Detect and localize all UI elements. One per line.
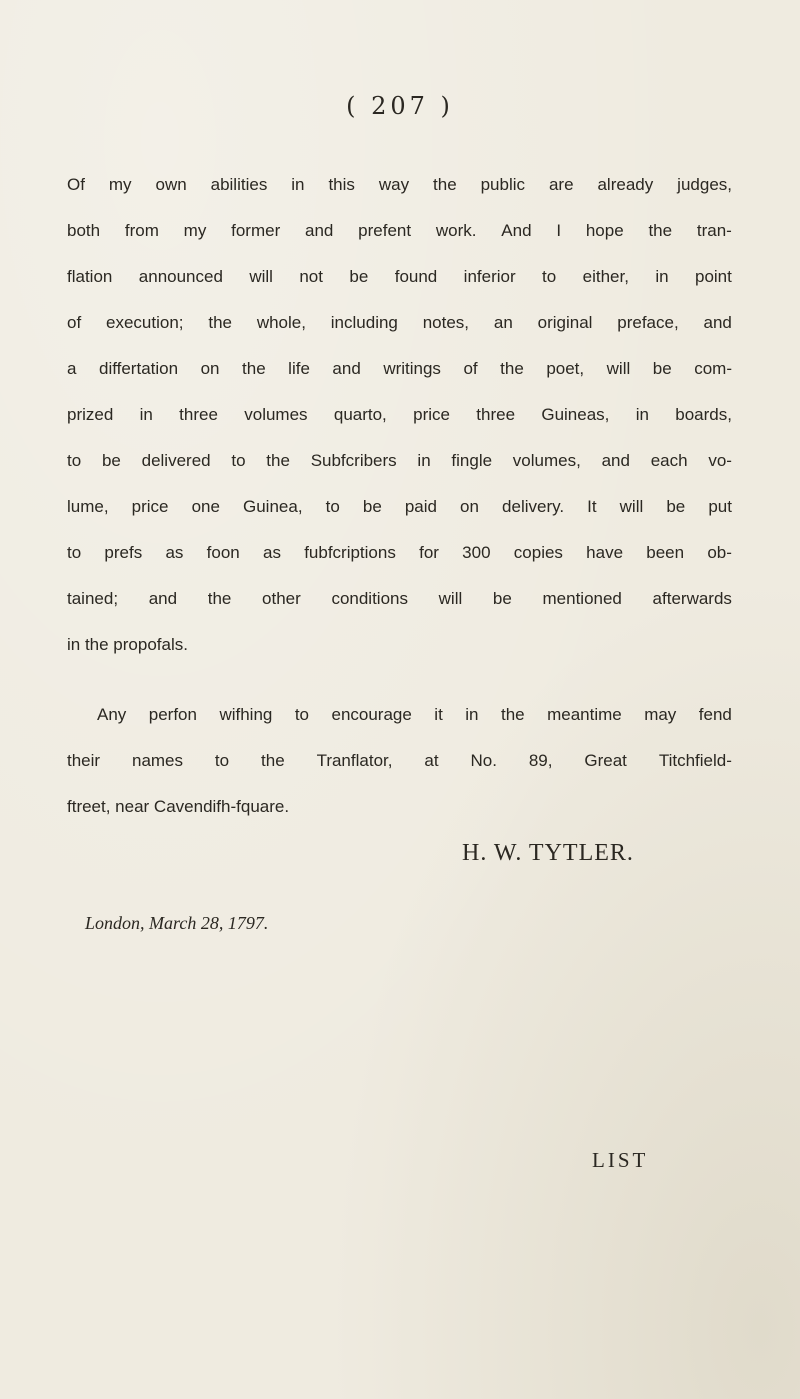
text-line: Of my own abilities in this way the public are already judges, <box>67 175 732 194</box>
signature: H. W. TYTLER. <box>462 840 634 866</box>
text-line: prized in three volumes quarto, price three Guineas, in boards, <box>67 405 732 424</box>
text-line: their names to the Tranflator, at No. 89, Great Titchfield- <box>67 751 732 770</box>
text-line: a differtation on the life and writings of the poet, will be com- <box>67 359 732 378</box>
text-line: Any perfon wifhing to encourage it in the meantime may fend <box>97 705 732 724</box>
text-line: ftreet, near Cavendifh-fquare. <box>67 797 290 816</box>
text-line: to prefs as foon as fubfcriptions for 300 copies have been ob- <box>67 543 732 562</box>
dateline: London, March 28, 1797. <box>85 913 269 933</box>
text-line: of execution; the whole, including notes, an original preface, and <box>67 313 732 332</box>
page-number: ( 207 ) <box>346 92 454 120</box>
text-line: in the propofals. <box>67 635 188 654</box>
text-line: tained; and the other conditions will be mentioned afterwards <box>67 589 732 608</box>
text-line: both from my former and prefent work. And I hope the tran- <box>67 221 732 240</box>
text-line: flation announced will not be found inferior to either, in point <box>67 267 732 286</box>
text-line: lume, price one Guinea, to be paid on delivery. It will be put <box>67 497 732 516</box>
text-line: to be delivered to the Subfcribers in fingle volumes, and each vo- <box>67 451 732 470</box>
catchword: LIST <box>592 1148 649 1172</box>
